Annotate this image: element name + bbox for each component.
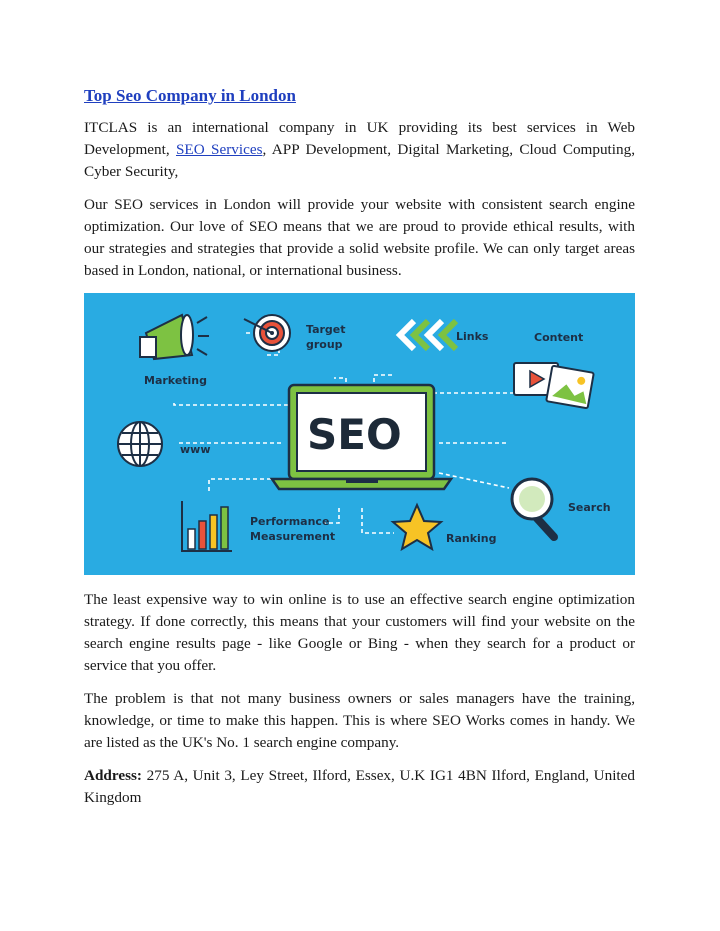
title-link[interactable]: Top Seo Company in London bbox=[84, 86, 296, 105]
infographic-svg bbox=[84, 293, 635, 575]
ranking-label: Ranking bbox=[446, 532, 497, 545]
magnifier-icon bbox=[512, 479, 554, 537]
star-icon bbox=[393, 505, 441, 549]
target-icon bbox=[244, 315, 290, 351]
target-label-line1: Target bbox=[306, 323, 346, 336]
chevrons-icon bbox=[400, 321, 456, 349]
links-label: Links bbox=[456, 330, 489, 343]
intro-text-end: , APP Development, Digital Marketing, Cloud Computing, Cyber Security, bbox=[84, 141, 635, 180]
performance-label-line2: Measurement bbox=[250, 530, 336, 543]
www-label: www bbox=[180, 443, 211, 456]
globe-icon bbox=[118, 422, 162, 466]
document-content bbox=[84, 84, 635, 820]
media-icon bbox=[514, 363, 594, 408]
intro-text-start: ITCLAS is an international company in UK providing its best services in Web Development, bbox=[84, 119, 635, 158]
seo-services-link[interactable]: SEO Services bbox=[175, 141, 263, 158]
bar-chart-icon bbox=[182, 501, 232, 551]
performance-label-line1: Performance bbox=[250, 515, 330, 528]
strategy-paragraph: The least expensive way to win online is to use an effective search engine optimization strategy. If done correctly, this means that your customers will find your website on the search engine results page - like Google or Bing - when they search for a product or service that you offer. bbox=[84, 591, 635, 674]
address-value: 275 A, Unit 3, Ley Street, Ilford, Essex, U.K IG1 4BN Ilford, England, United Kingdom bbox=[84, 767, 635, 806]
page-title bbox=[84, 84, 635, 108]
marketing-label: Marketing bbox=[144, 374, 208, 387]
seo-center-text: SEO bbox=[307, 410, 402, 459]
intro-paragraph bbox=[84, 117, 635, 183]
problem-paragraph: The problem is that not many business owners or sales managers have the training, knowledge, or time to make this happen. This is where SEO Works comes in handy. We are listed as the UK's No. 1 search engine company. bbox=[84, 690, 635, 751]
content-label: Content bbox=[534, 331, 584, 344]
services-paragraph: Our SEO services in London will provide your website with consistent search engine optimization. Our love of SEO means that we are proud to provide ethical results, with our strategies and strategies that provide a solid website profile. We can only target areas based in London, national, or international business. bbox=[84, 196, 635, 279]
target-label-line2: group bbox=[306, 338, 343, 351]
address-paragraph bbox=[84, 765, 635, 809]
megaphone-icon bbox=[140, 315, 209, 359]
search-label: Search bbox=[568, 501, 611, 514]
seo-infographic bbox=[84, 293, 635, 575]
address-label: Address: bbox=[84, 767, 142, 784]
